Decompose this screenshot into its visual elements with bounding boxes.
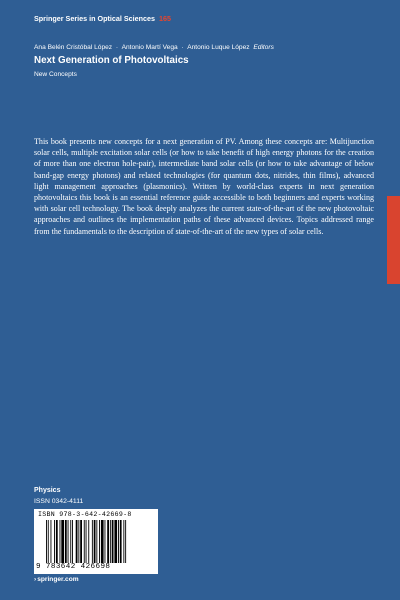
- editors-label: Editors: [253, 44, 274, 51]
- book-subtitle: New Concepts: [34, 71, 77, 78]
- series-number: 165: [159, 14, 172, 23]
- website-label: springer.com: [37, 576, 79, 583]
- editor-name: Antonio Luque López: [187, 44, 250, 51]
- barcode-digits: 9 783642 426698: [36, 563, 111, 571]
- isbn-barcode: [34, 509, 158, 574]
- isbn-text: ISBN 978-3-642-42669-8: [38, 511, 132, 518]
- arrow-icon: ›: [34, 576, 37, 583]
- red-accent-tab: [387, 196, 400, 284]
- series-line: [34, 14, 171, 23]
- series-name: Springer Series in Optical Sciences: [34, 14, 156, 23]
- book-title: Next Generation of Photovoltaics: [34, 55, 189, 66]
- editor-separator: ·: [115, 44, 119, 51]
- editors-line: [34, 44, 274, 51]
- barcode-bars-icon: [46, 520, 152, 563]
- book-description: This book presents new concepts for a next generation of PV. Among these concepts are: Multijunction solar cells, multiple excitation solar cells (or how to take benefit of high energy photons for the creation of more than one electron hole-pair), intermediate band solar cells (or how to take advantage of below band-gap energy photons) and related technologies (for quantum dots, nitrides, thin films), advanced light management approaches (plasmonics). Written by world-class experts in next generation photovoltaics this book is an essential reference guide accessible to both beginners and experts working with solar cell technology. The book deeply analyzes the current state-of-the-art of the new photovoltaic approaches and outlines the implementation paths of these advanced devices. Topics addressed range from the fundamentals to the description of state-of-the-art of the new types of solar cells.: [34, 137, 374, 236]
- subject-category: Physics: [34, 487, 61, 494]
- editor-separator: ·: [181, 44, 184, 51]
- editor-name: Ana Belén Cristóbal López: [34, 44, 113, 51]
- publisher-website[interactable]: [34, 576, 79, 583]
- editor-name: Antonio Martí Vega: [121, 44, 178, 51]
- issn-number: ISSN 0342-4111: [34, 498, 84, 505]
